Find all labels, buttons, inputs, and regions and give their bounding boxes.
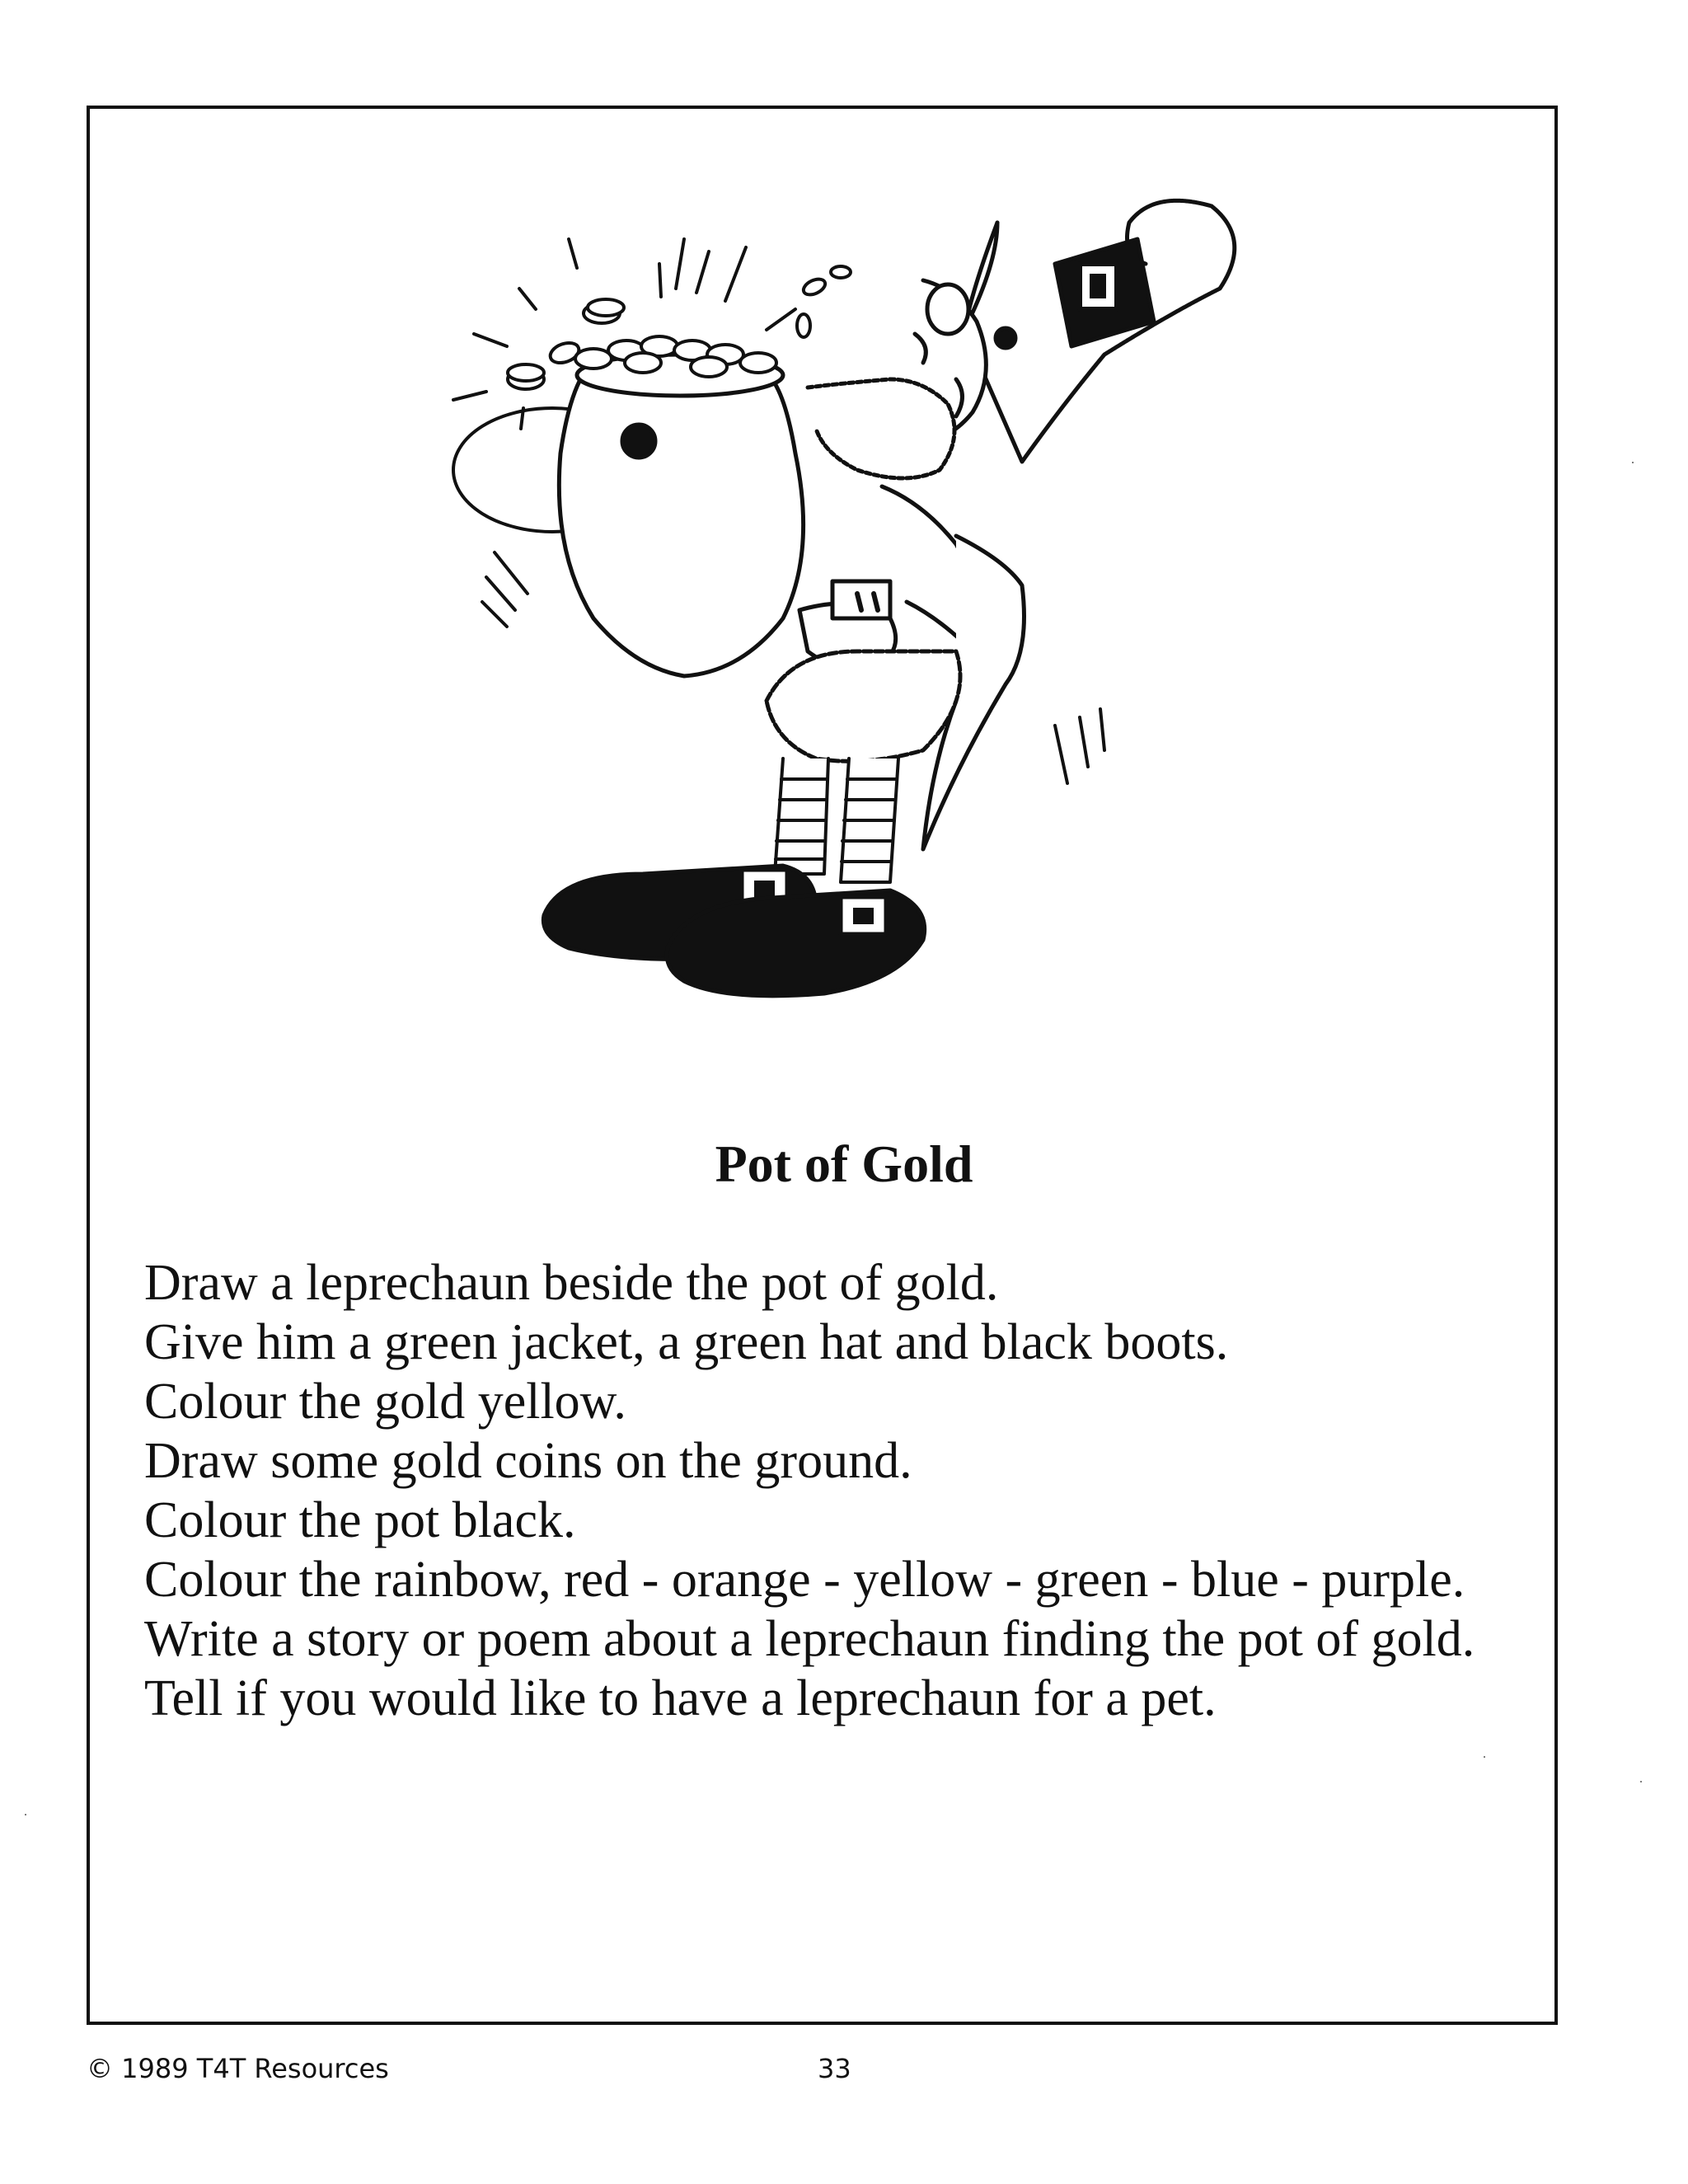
- instruction-line: Draw a leprechaun beside the pot of gold.: [144, 1255, 999, 1311]
- beard: [808, 379, 954, 478]
- scan-speck: [25, 1814, 26, 1815]
- striped-stockings: [775, 759, 898, 882]
- shoes: [543, 866, 924, 996]
- pot: [559, 355, 803, 676]
- trousers: [767, 651, 960, 761]
- page-number: 33: [818, 2053, 851, 2084]
- scan-speck: [1484, 1756, 1485, 1758]
- instruction-line: Colour the gold yellow.: [144, 1374, 626, 1430]
- instruction-line: Draw some gold coins on the ground.: [144, 1433, 912, 1489]
- instruction-line: Give him a green jacket, a green hat and black boots.: [144, 1314, 1229, 1370]
- worksheet-title: Pot of Gold: [715, 1134, 973, 1193]
- instruction-line: Colour the rainbow, red - orange - yellow - green - blue - purple.: [144, 1552, 1465, 1608]
- copyright-notice: © 1989 T4T Resources: [87, 2053, 389, 2084]
- instruction-list: [144, 1253, 1496, 1728]
- instruction-line: Tell if you would like to have a leprechaun for a pet.: [144, 1670, 1217, 1726]
- scan-speck: [1632, 462, 1634, 463]
- instruction-line: Colour the pot black.: [144, 1492, 576, 1548]
- scan-speck: [1640, 1781, 1642, 1782]
- leprechaun-illustration: [429, 190, 1335, 1055]
- instruction-line: Write a story or poem about a leprechaun finding the pot of gold.: [144, 1611, 1475, 1667]
